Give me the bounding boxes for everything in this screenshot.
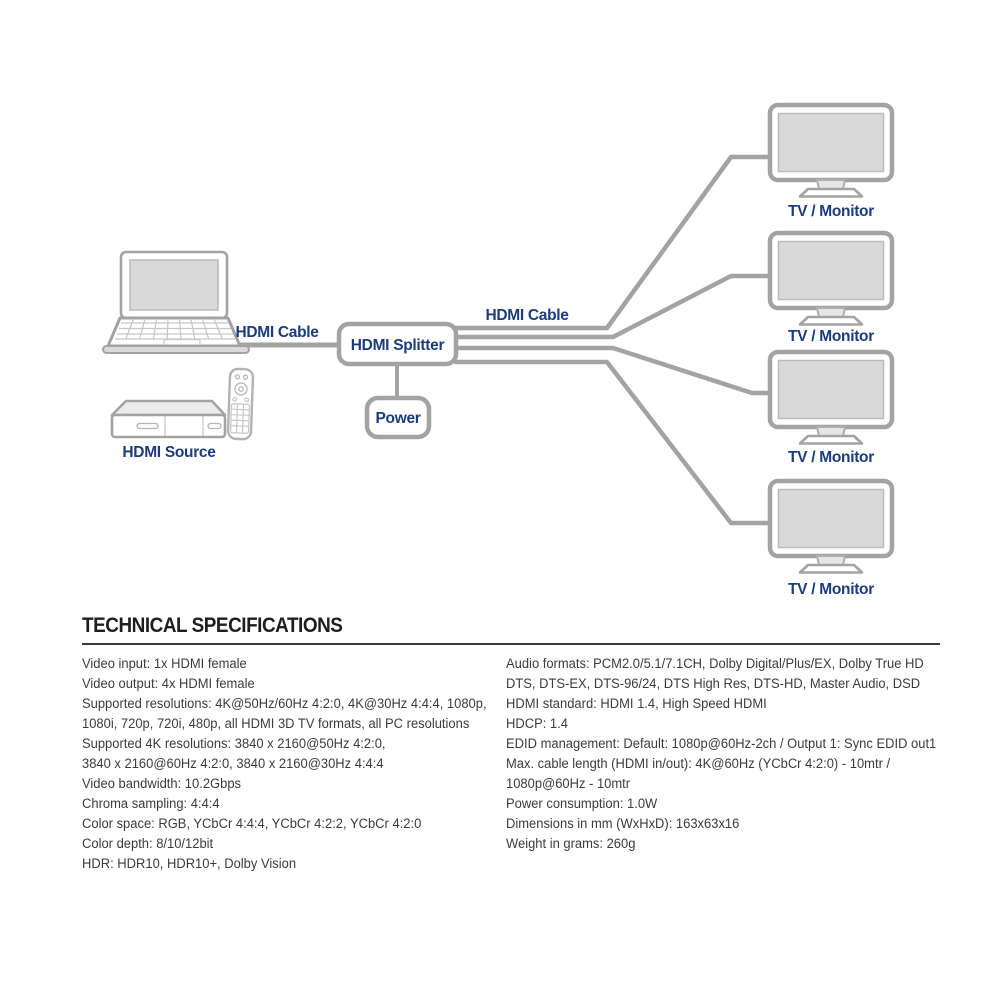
spec-line: Max. cable length (HDMI in/out): 4K@60Hz (YCbCr 4:2:0) - 10mtr /: [506, 756, 891, 771]
tv-monitor-label-3: TV / Monitor: [788, 449, 874, 466]
spec-line: Video bandwidth: 10.2Gbps: [82, 776, 242, 791]
title-divider: [82, 643, 940, 645]
monitor-4: [770, 481, 892, 598]
spec-line: HDCP: 1.4: [506, 716, 568, 731]
specs-left-column: [82, 654, 489, 874]
laptop: [103, 252, 249, 353]
hdmi-source-label: HDMI Source: [122, 444, 216, 461]
tv-monitor-label-4: TV / Monitor: [788, 581, 874, 598]
hdmi-cable-label-right: HDMI Cable: [485, 307, 569, 324]
spec-line: Weight in grams: 260g: [506, 836, 636, 851]
spec-line: 3840 x 2160@60Hz 4:2:0, 3840 x 2160@30Hz 4:4:4: [82, 756, 384, 771]
spec-line: HDMI standard: HDMI 1.4, High Speed HDMI: [506, 696, 767, 711]
technical-specifications-section: [82, 614, 940, 874]
spec-line: HDR: HDR10, HDR10+, Dolby Vision: [82, 856, 297, 871]
power-label: Power: [375, 410, 421, 427]
spec-line: Supported resolutions: 4K@50Hz/60Hz 4:2:0, 4K@30Hz 4:4:4, 1080p,: [82, 696, 487, 711]
spec-line: Video output: 4x HDMI female: [82, 676, 255, 691]
specs-title: TECHNICAL SPECIFICATIONS: [82, 614, 343, 637]
spec-line: Color space: RGB, YCbCr 4:4:4, YCbCr 4:2:2, YCbCr 4:2:0: [82, 816, 422, 831]
spec-line: Audio formats: PCM2.0/5.1/7.1CH, Dolby Digital/Plus/EX, Dolby True HD: [506, 656, 924, 671]
monitor-1: [770, 105, 892, 220]
output-cables: [456, 157, 770, 523]
tv-monitor-label-2: TV / Monitor: [788, 328, 874, 345]
monitor-2: [770, 233, 892, 345]
spec-line: Video input: 1x HDMI female: [82, 656, 247, 671]
remote-control: [228, 369, 253, 440]
spec-line: 1080i, 720p, 720i, 480p, all HDMI 3D TV formats, all PC resolutions: [82, 716, 470, 731]
spec-line: 1080p@60Hz - 10mtr: [506, 776, 631, 791]
power-box: [367, 398, 429, 437]
spec-line: Supported 4K resolutions: 3840 x 2160@50Hz 4:2:0,: [82, 736, 386, 751]
specs-right-column: [506, 654, 936, 874]
spec-line: Dimensions in mm (WxHxD): 163x63x16: [506, 816, 740, 831]
hdmi-splitter-box: [339, 324, 456, 364]
monitor-3: [770, 352, 892, 466]
hdmi-cable-label-left: HDMI Cable: [235, 324, 319, 341]
spec-line: Color depth: 8/10/12bit: [82, 836, 214, 851]
hdmi-splitter-label: HDMI Splitter: [350, 337, 445, 354]
spec-line: Power consumption: 1.0W: [506, 796, 658, 811]
spec-line: Chroma sampling: 4:4:4: [82, 796, 220, 811]
spec-line: EDID management: Default: 1080p@60Hz-2ch / Output 1: Sync EDID out1: [506, 736, 937, 751]
hdmi-source-device: [112, 401, 225, 437]
spec-line: DTS, DTS-EX, DTS-96/24, DTS High Res, DTS-HD, Master Audio, DSD: [506, 676, 921, 691]
tv-monitor-label-1: TV / Monitor: [788, 203, 874, 220]
